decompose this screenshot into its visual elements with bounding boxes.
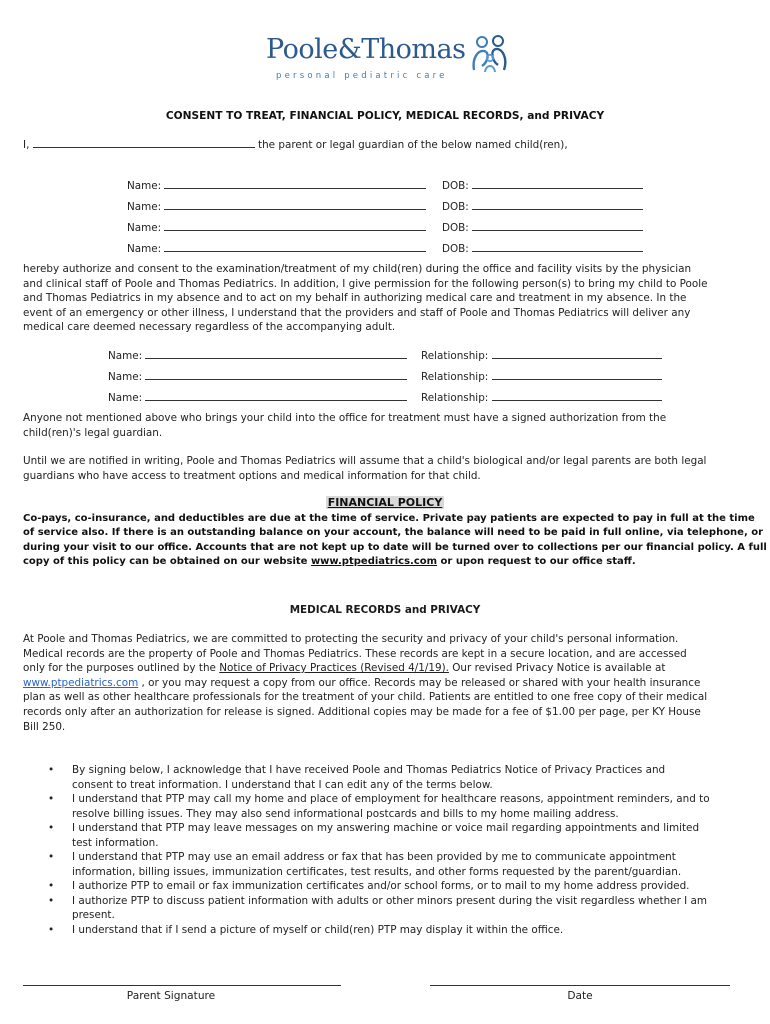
bullet-icon: • [48,923,55,936]
bullet-line: I understand that PTP may call my home and place of employment for healthcare reasons, appointment reminders, and to [72,793,710,805]
list-item [48,850,748,879]
practice-logo [262,34,512,86]
child-dob-row-2 [442,199,643,213]
guardian-assumption-note [23,454,745,483]
child-dob-label: DOB: [442,222,469,234]
line-suffix: or upon request to our office staff. [437,556,636,568]
records-website-link[interactable]: www.ptpediatrics.com [23,676,139,689]
form-title: CONSENT TO TREAT, FINANCIAL POLICY, MEDICAL RECORDS, and PRIVACY [165,110,605,122]
child-row-3 [127,220,426,234]
paragraph-line: Until we are notified in writing, Poole and Thomas Pediatrics will assume that a child's biological and/or legal parents are both legal [23,455,707,467]
financial-policy-heading: FINANCIAL POLICY [327,496,443,509]
date-label: Date [567,990,593,1002]
child-dob-label: DOB: [442,180,469,192]
child-dob-field[interactable] [472,220,643,231]
person-name-label: Name: [108,371,143,383]
paragraph-line: At Poole and Thomas Pediatrics, we are committed to protecting the security and privacy of your child's personal information. [23,633,679,645]
paragraph-line: records only after an authorization for release is signed. Additional copies may be made for a fee of $1.00 per page, per KY House [23,705,701,718]
line-suffix: , or you may request a copy from our office. Records may be released or shared with your health insurance [138,676,701,689]
bullet-line: I understand that if I send a picture of myself or child(ren) PTP may display it within the office. [72,923,564,936]
person-name-label: Name: [108,350,143,362]
paragraph-line: Bill 250. [23,720,66,733]
paragraph-line: Anyone not mentioned above who brings your child into the office for treatment must have a signed authorization from the [23,412,667,424]
medical-records-heading: MEDICAL RECORDS and PRIVACY [289,604,481,616]
acknowledgement-list [48,763,748,937]
child-dob-field[interactable] [472,241,643,252]
person-name-label: Name: [108,392,143,404]
person-name-field[interactable] [145,348,407,359]
list-item [48,879,748,894]
bullet-line: I understand that PTP may use an email address or fax that has been provided by me to communicate appointment [72,851,676,863]
bullet-line: By signing below, I acknowledge that I have received Poole and Thomas Pediatrics Notice of Privacy Practices and [72,764,666,776]
guardian-intro-line [23,137,568,151]
medical-records-text [23,632,745,734]
paragraph-line: guardians who have access to treatment options and medical information for that child. [23,469,481,482]
financial-website-link[interactable]: www.ptpediatrics.com [310,556,438,568]
bullet-line: information, billing issues, immunization certificates, test results, and other forms requested by the parent/guardian. [72,865,682,878]
paragraph-line: of service also. If there is an outstanding balance on your account, the balance will need to be paid in full online, via telephone, or [23,527,764,539]
child-name-field[interactable] [164,220,426,231]
guardian-name-field[interactable] [33,137,255,148]
child-dob-field[interactable] [472,178,643,189]
child-name-label: Name: [127,243,162,255]
date-field[interactable] [430,985,730,986]
list-item [48,763,748,792]
child-name-label: Name: [127,201,162,213]
paragraph-line: event of an emergency or other illness, I understand that the providers and staff of Poole and Thomas Pediatrics will deliver any [23,306,691,319]
paragraph-line: medical care deemed necessary regardless of the accompanying adult. [23,321,396,334]
relationship-row-1 [421,348,662,362]
authorized-person-row-1 [108,348,407,362]
child-dob-row-4 [442,241,643,255]
bullet-line: I authorize PTP to email or fax immunization certificates and/or school forms, or to mail to my home address provided. [72,880,690,892]
child-row-1 [127,178,426,192]
bullet-line: resolve billing issues. They may also send informational postcards and bills to my home mailing address. [72,807,619,820]
child-dob-label: DOB: [442,201,469,213]
person-name-field[interactable] [145,369,407,380]
financial-policy-heading-wrap [0,496,770,509]
bullet-icon: • [48,822,55,834]
privacy-notice-link[interactable]: Notice of Privacy Practices (Revised 4/1/19). [219,662,449,675]
authorization-paragraph [23,262,745,335]
child-dob-row-1 [442,178,643,192]
paragraph-line: Co-pays, co-insurance, and deductibles are due at the time of service. Private pay patients are expected to pay in full at the time [23,513,755,524]
bullet-line: consent to treat information. I understand that I can edit any of the terms below. [72,778,493,791]
relationship-label: Relationship: [421,371,489,383]
list-item [48,792,748,821]
child-name-field[interactable] [164,241,426,252]
parent-signature-label: Parent Signature [126,990,216,1002]
relationship-label: Relationship: [421,350,489,362]
paragraph-line [23,555,745,569]
child-row-2 [127,199,426,213]
child-name-label: Name: [127,222,162,234]
financial-policy-text [23,512,767,570]
authorized-person-row-3 [108,390,407,404]
relationship-field[interactable] [492,390,662,401]
paragraph-line: and Thomas Pediatrics in my absence and to act on my behalf in authorizing medical care and treatment in my absence. In the [23,292,687,305]
bullet-icon: • [48,880,55,892]
intro-prefix: I, [23,139,30,151]
line-prefix: only for the purposes outlined by the [23,662,220,675]
paragraph-line [23,661,745,676]
relationship-field[interactable] [492,348,662,359]
bullet-line: present. [72,909,115,921]
bullet-icon: • [48,764,55,776]
relationship-row-3 [421,390,662,404]
child-name-field[interactable] [164,178,426,189]
line-prefix: copy of this policy can be obtained on our website [23,556,311,568]
bullet-line: I authorize PTP to discuss patient information with adults or other minors present during the visit regardless whether I am [72,894,708,907]
relationship-field[interactable] [492,369,662,380]
paragraph-line: during your visit to our office. Accounts that are not kept up to date will be turned over to collections per our financial policy. A full [23,541,767,553]
paragraph-line [23,676,745,691]
authorization-note [23,411,745,440]
child-dob-row-3 [442,220,643,234]
child-name-field[interactable] [164,199,426,210]
child-dob-field[interactable] [472,199,643,210]
relationship-row-2 [421,369,662,383]
child-dob-label: DOB: [442,243,469,255]
family-figures-icon [468,34,512,76]
logo-wordmark: Poole&Thomas [266,34,466,65]
bullet-icon: • [48,894,55,907]
child-name-label: Name: [127,180,162,192]
parent-signature-field[interactable] [23,985,341,986]
list-item [48,923,748,938]
person-name-field[interactable] [145,390,407,401]
line-suffix: Our revised Privacy Notice is available at [448,662,666,675]
bullet-icon: • [48,851,55,863]
bullet-line: I understand that PTP may leave messages on my answering machine or voice mail regarding appointments and limited [72,822,700,834]
child-row-4 [127,241,426,255]
intro-suffix: the parent or legal guardian of the below named child(ren), [258,139,568,151]
logo-tagline: personal pediatric care [276,71,448,81]
authorized-person-row-2 [108,369,407,383]
paragraph-line: plan as well as other healthcare professionals for the treatment of your child. Patients are entitled to one free copy of their medical [23,691,708,704]
paragraph-line: Medical records are the property of Poole and Thomas Pediatrics. These records are kept in a secure location, and are accessed [23,647,687,660]
bullet-line: test information. [72,836,159,849]
paragraph-line: and clinical staff of Poole and Thomas Pediatrics. In addition, I give permission for the following person(s) to bring my child to Poole [23,277,708,290]
relationship-label: Relationship: [421,392,489,404]
paragraph-line: hereby authorize and consent to the examination/treatment of my child(ren) during the office and facility visits by the physician [23,263,692,275]
paragraph-line: child(ren)'s legal guardian. [23,426,163,439]
bullet-icon: • [48,793,55,805]
list-item [48,821,748,850]
list-item [48,894,748,923]
